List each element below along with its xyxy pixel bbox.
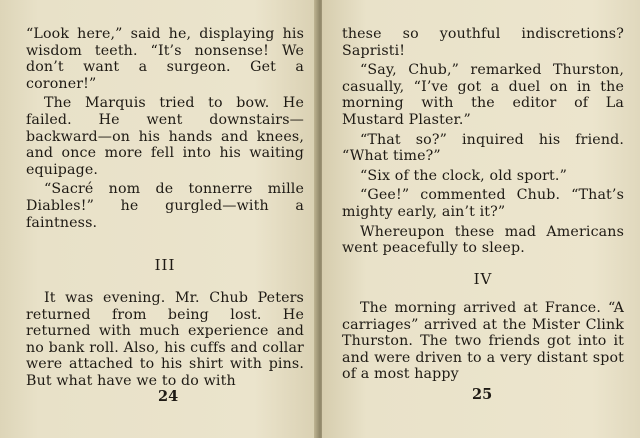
chapter-heading: IV: [473, 270, 493, 288]
chapter-paragraph: The morning arrived at France. “A carriages” arrived at the Mister Clink Thurston. The two friends got into it and were driven to a very distant spot of a most happy: [342, 300, 624, 383]
right-text-block: [342, 26, 624, 257]
left-paragraph: “Sacré nom de tonnerre mille Diables!” he gurgled—with a faintness.: [26, 181, 304, 231]
right-paragraph: “That so?” inquired his friend. “What time?”: [342, 131, 624, 165]
left-paragraph: “Look here,” said he, displaying his wisdom teeth. “It’s nonsense! We don’t want a surgeon. Get a coroner!”: [26, 26, 304, 92]
right-paragraph: “Gee!” commented Chub. “That’s mighty early, ain’t it?”: [342, 187, 624, 220]
chapter-paragraph: It was evening. Mr. Chub Peters returned from being lost. He returned with much experience and no bank roll. Also, his cuffs and collar were attached to his shirt with pins. But what have we to do with: [26, 290, 304, 389]
right-paragraph: “Say, Chub,” remarked Thurston, casually, “I’ve got a duel on in the morning with the editor of La Mustard Plaster.”: [342, 62, 624, 128]
right-paragraph: Whereupon these mad Americans went peacefully to sleep.: [342, 223, 624, 257]
page-number: 25: [472, 386, 493, 403]
left-text-block: [26, 26, 304, 231]
right-paragraph: “Six of the clock, old sport.”: [360, 167, 567, 184]
page-number: 24: [158, 388, 179, 405]
right-paragraph: these so youthful indiscretions? Sapristi!: [342, 26, 624, 59]
left-chapter-block: [26, 290, 304, 390]
left-paragraph: The Marquis tried to bow. He failed. He went downstairs—backward—on his hands and knees, and once more fell into his waiting equipage.: [26, 95, 304, 178]
left-page: [0, 0, 318, 438]
right-page: [322, 0, 640, 438]
chapter-heading: III: [154, 256, 176, 274]
right-chapter-block: [342, 300, 624, 383]
